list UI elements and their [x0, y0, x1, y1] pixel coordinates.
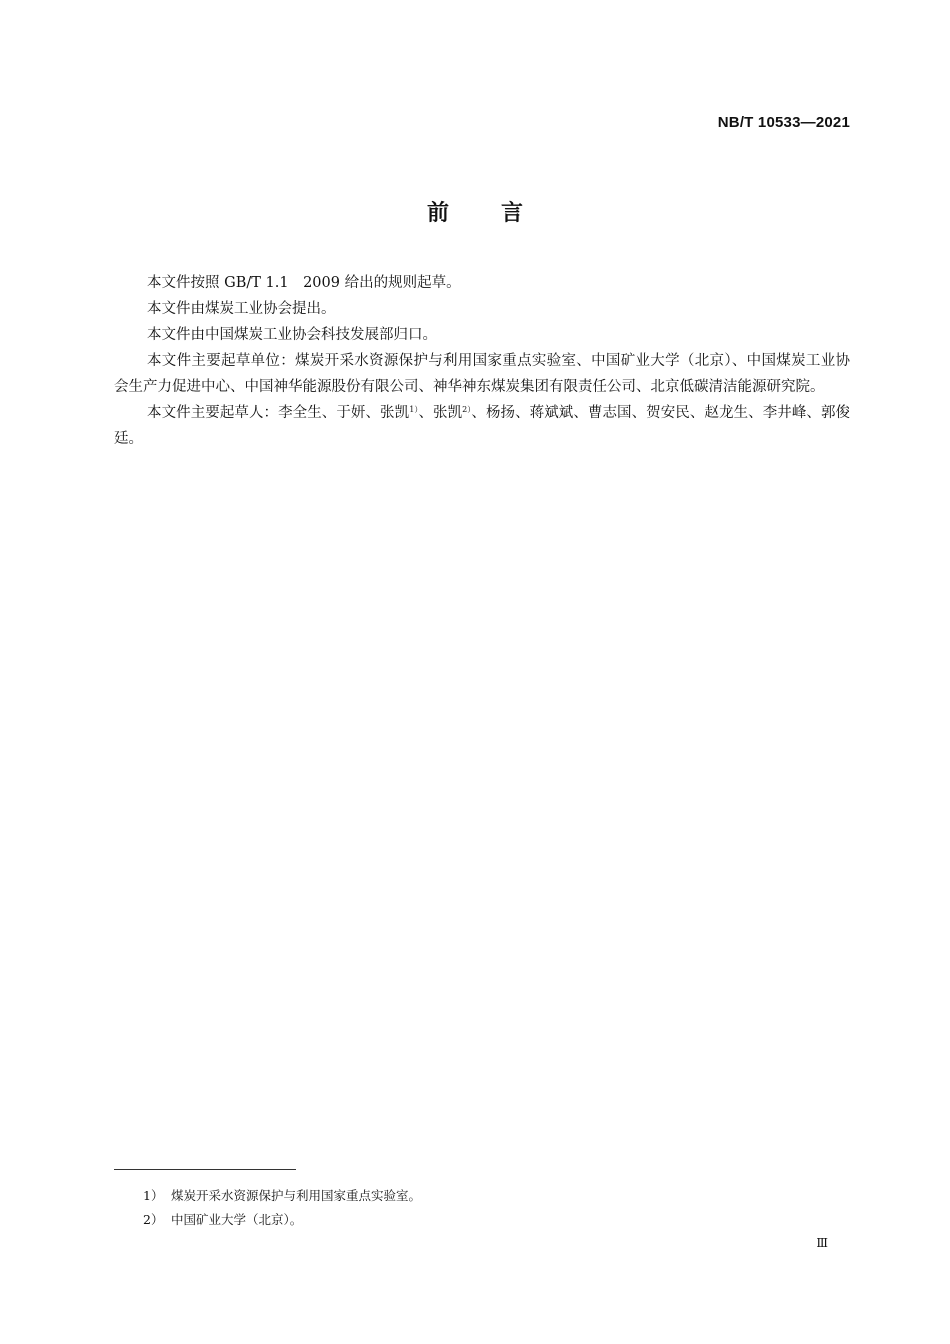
footnote-1-mark: 1）	[143, 1188, 164, 1203]
footnote-2-text: 中国矿业大学（北京）。	[171, 1212, 303, 1227]
drafters-text-part-3: 、杨扬、蒋斌斌、曹志国、贺安民、赵龙生、李井峰、郭俊廷。	[114, 405, 851, 447]
document-code: NB/T 10533—2021	[717, 114, 850, 131]
paragraph-proposer: 本文件由煤炭工业协会提出。	[147, 301, 336, 317]
footnote-2	[143, 1208, 421, 1232]
paragraph-centralized-unit: 本文件由中国煤炭工业协会科技发展部归口。	[147, 327, 437, 343]
footnote-1-text: 煤炭开采水资源保护与利用国家重点实验室。	[171, 1188, 422, 1203]
paragraph-drafters	[114, 400, 850, 452]
page-title	[0, 196, 950, 227]
footnote-ref-2: 2）	[462, 405, 472, 414]
title-char-1: 前	[426, 201, 449, 226]
footnote-1	[143, 1184, 421, 1208]
paragraph-drafting-organizations: 本文件主要起草单位：煤炭开采水资源保护与利用国家重点实验室、中国矿业大学（北京）、中国煤炭工业协会生产力促进中心、中国神华能源股份有限公司、神华神东煤炭集团有限责任公司、北京低碳清洁能源研究院。	[114, 353, 850, 395]
page-number: Ⅲ	[816, 1236, 828, 1250]
footnotes	[143, 1184, 421, 1232]
drafters-text-part-2: 、张凯	[418, 405, 463, 421]
footnote-separator	[114, 1169, 296, 1170]
paragraph-drafting-rules: 本文件按照 GB/T 1.1 2009 给出的规则起草。	[147, 275, 461, 291]
title-char-2: 言	[501, 201, 524, 226]
footnote-2-mark: 2）	[143, 1212, 164, 1227]
drafters-text-part-1: 本文件主要起草人：李全生、于妍、张凯	[147, 405, 410, 421]
footnote-ref-1: 1）	[409, 405, 419, 414]
foreword-body	[114, 270, 850, 452]
